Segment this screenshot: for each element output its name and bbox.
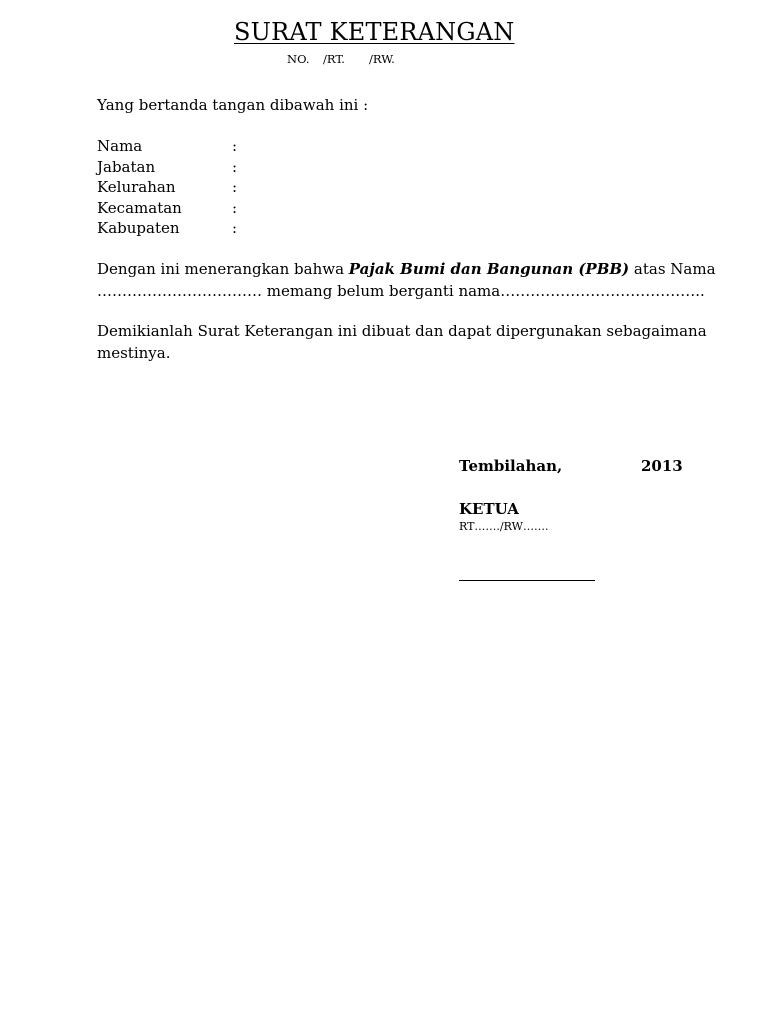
closing-paragraph [97, 321, 707, 365]
signer-rt-rw: RT……./RW……. [459, 520, 549, 533]
document-number-line [287, 51, 395, 67]
closing-line-2: mestinya. [97, 344, 171, 362]
field-row-jabatan [97, 157, 242, 178]
field-label: Kabupaten [97, 219, 180, 237]
signature-line [459, 580, 595, 581]
document-title: SURAT KETERANGAN [234, 18, 515, 46]
field-colon: : [232, 178, 238, 196]
field-colon: : [232, 219, 238, 237]
number-rw-label: /RW. [369, 52, 395, 66]
pbb-emphasis: Pajak Bumi dan Bangunan (PBB) [348, 260, 630, 278]
statement-after: atas Nama [629, 260, 716, 278]
field-colon: : [232, 198, 238, 217]
signature-year: 2013 [641, 457, 683, 475]
field-label: Jabatan [97, 157, 156, 176]
signer-role: KETUA [459, 500, 519, 518]
statement-line-1 [97, 259, 716, 281]
signature-place: Tembilahan, [459, 457, 563, 475]
field-row-kabupaten [97, 218, 242, 239]
statement-paragraph [97, 259, 716, 303]
field-colon: : [232, 157, 238, 176]
number-no-label: NO. [287, 52, 310, 66]
field-label: Kelurahan [97, 178, 176, 196]
intro-text: Yang bertanda tangan dibawah ini : [97, 96, 369, 114]
field-row-nama [97, 136, 242, 157]
place-date-row [459, 456, 719, 476]
signer-fields [97, 136, 242, 239]
field-label: Nama [97, 137, 143, 155]
closing-line-1: Demikianlah Surat Keterangan ini dibuat dan dapat dipergunakan sebagaimana [97, 322, 707, 340]
signature-place-date [459, 456, 719, 476]
statement-before: Dengan ini menerangkan bahwa [97, 260, 349, 278]
field-row-kelurahan [97, 177, 242, 198]
field-colon: : [232, 137, 238, 155]
statement-line-2: …………………………… memang belum berganti nama………………………………….. [97, 282, 705, 300]
field-label: Kecamatan [97, 198, 182, 217]
number-rt-label: /RT. [323, 52, 345, 66]
field-row-kecamatan [97, 198, 242, 219]
